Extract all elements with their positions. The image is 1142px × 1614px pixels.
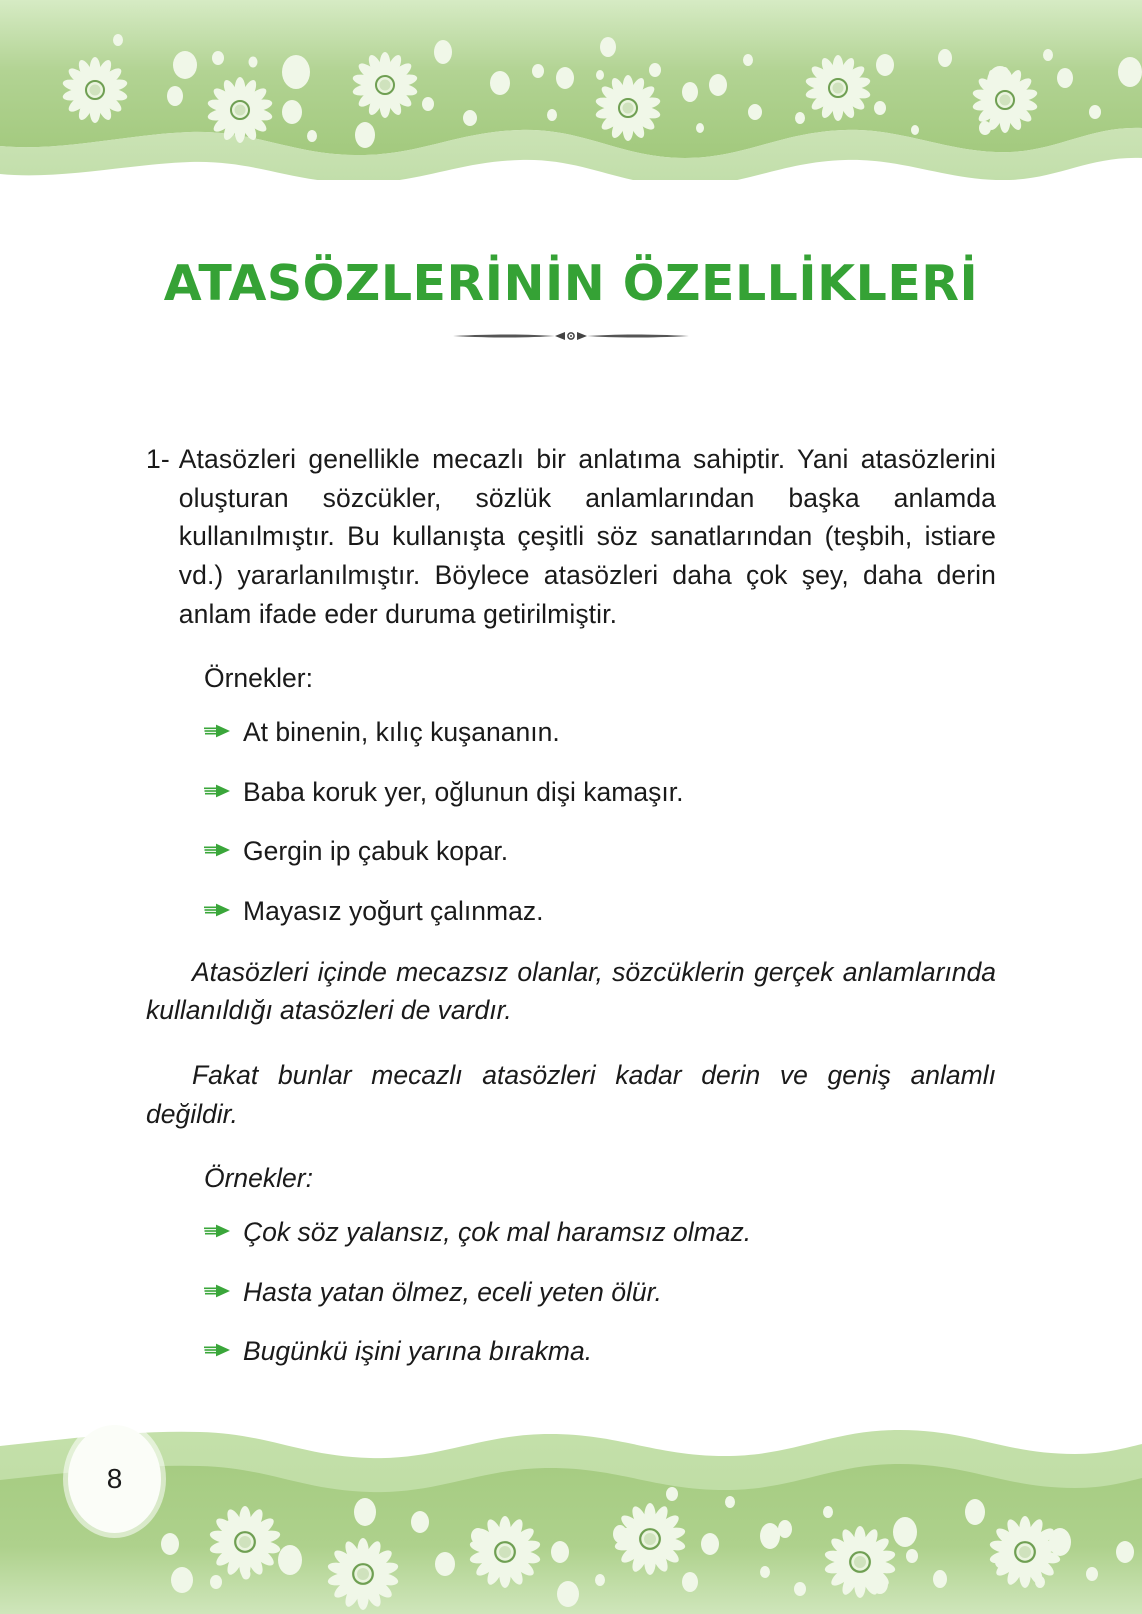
list-item-text: At binenin, kılıç kuşananın. — [243, 717, 560, 748]
numbered-paragraph-1 — [146, 440, 996, 633]
list-item — [204, 714, 996, 752]
arrow-bullet-icon — [204, 842, 234, 858]
arrow-bullet-icon — [204, 1342, 234, 1358]
header-decoration-band — [0, 0, 1142, 180]
note-paragraph-2 — [146, 1056, 996, 1133]
arrow-bullet-icon — [204, 783, 234, 799]
paragraph-marker: 1- — [146, 444, 170, 474]
list-item-text: Bugünkü işini yarına bırakma. — [243, 1336, 593, 1367]
list-item-text: Mayasız yoğurt çalınmaz. — [243, 896, 544, 926]
examples-label-2: Örnekler: — [204, 1163, 313, 1194]
title-ornament-divider — [451, 325, 691, 347]
paragraph-text: Atasözleri genellikle mecazlı bir anlatıma sahiptir. Yani atasözlerini oluşturan sözcükler, sözlük anlamlarından başka anlamda kullanılmıştır. Bu kullanışta çeşitli söz sanatlarından (teşbih, istiare vd.) yararlanılmıştır. Böylece atasözleri daha çok şey, daha derin anlam ifade eder duruma getirilmiştir. — [178, 444, 996, 629]
arrow-bullet-icon — [204, 1283, 234, 1299]
note-text: Atasözleri içinde mecazsız olanlar, sözcüklerin gerçek anlamlarında kullanıldığı atasözleri de vardır. — [146, 956, 996, 1026]
example-list-1 — [146, 714, 996, 931]
list-item-text: Hasta yatan ölmez, eceli yeten ölür. — [243, 1276, 662, 1307]
arrow-bullet-icon — [204, 1223, 234, 1239]
page-number-value: 8 — [106, 1463, 123, 1494]
list-item — [204, 893, 996, 931]
list-item — [204, 774, 996, 812]
arrow-bullet-icon — [204, 723, 234, 739]
list-item-text: Gergin ip çabuk kopar. — [243, 836, 509, 867]
examples-label-1: Örnekler: — [204, 663, 313, 694]
note-paragraph-1 — [146, 953, 996, 1030]
list-item — [204, 1333, 996, 1371]
list-item — [204, 1274, 996, 1312]
page-number-badge — [68, 1425, 161, 1533]
page-title: ATASÖZLERİNİN ÖZELLİKLERİ — [163, 255, 979, 312]
title-block — [0, 255, 1142, 347]
list-item-text: Baba koruk yer, oğlunun dişi kamaşır. — [243, 776, 684, 807]
arrow-bullet-icon — [204, 902, 234, 918]
main-content — [146, 440, 996, 1393]
example-list-2 — [146, 1214, 996, 1371]
footer-decoration-band — [0, 1384, 1142, 1614]
list-item — [204, 833, 996, 871]
note-text: Fakat bunlar mecazlı atasözleri kadar derin ve geniş anlamlı değildir. — [146, 1060, 996, 1129]
list-item-text: Çok söz yalansız, çok mal haramsız olmaz. — [243, 1217, 752, 1248]
list-item — [204, 1214, 996, 1252]
